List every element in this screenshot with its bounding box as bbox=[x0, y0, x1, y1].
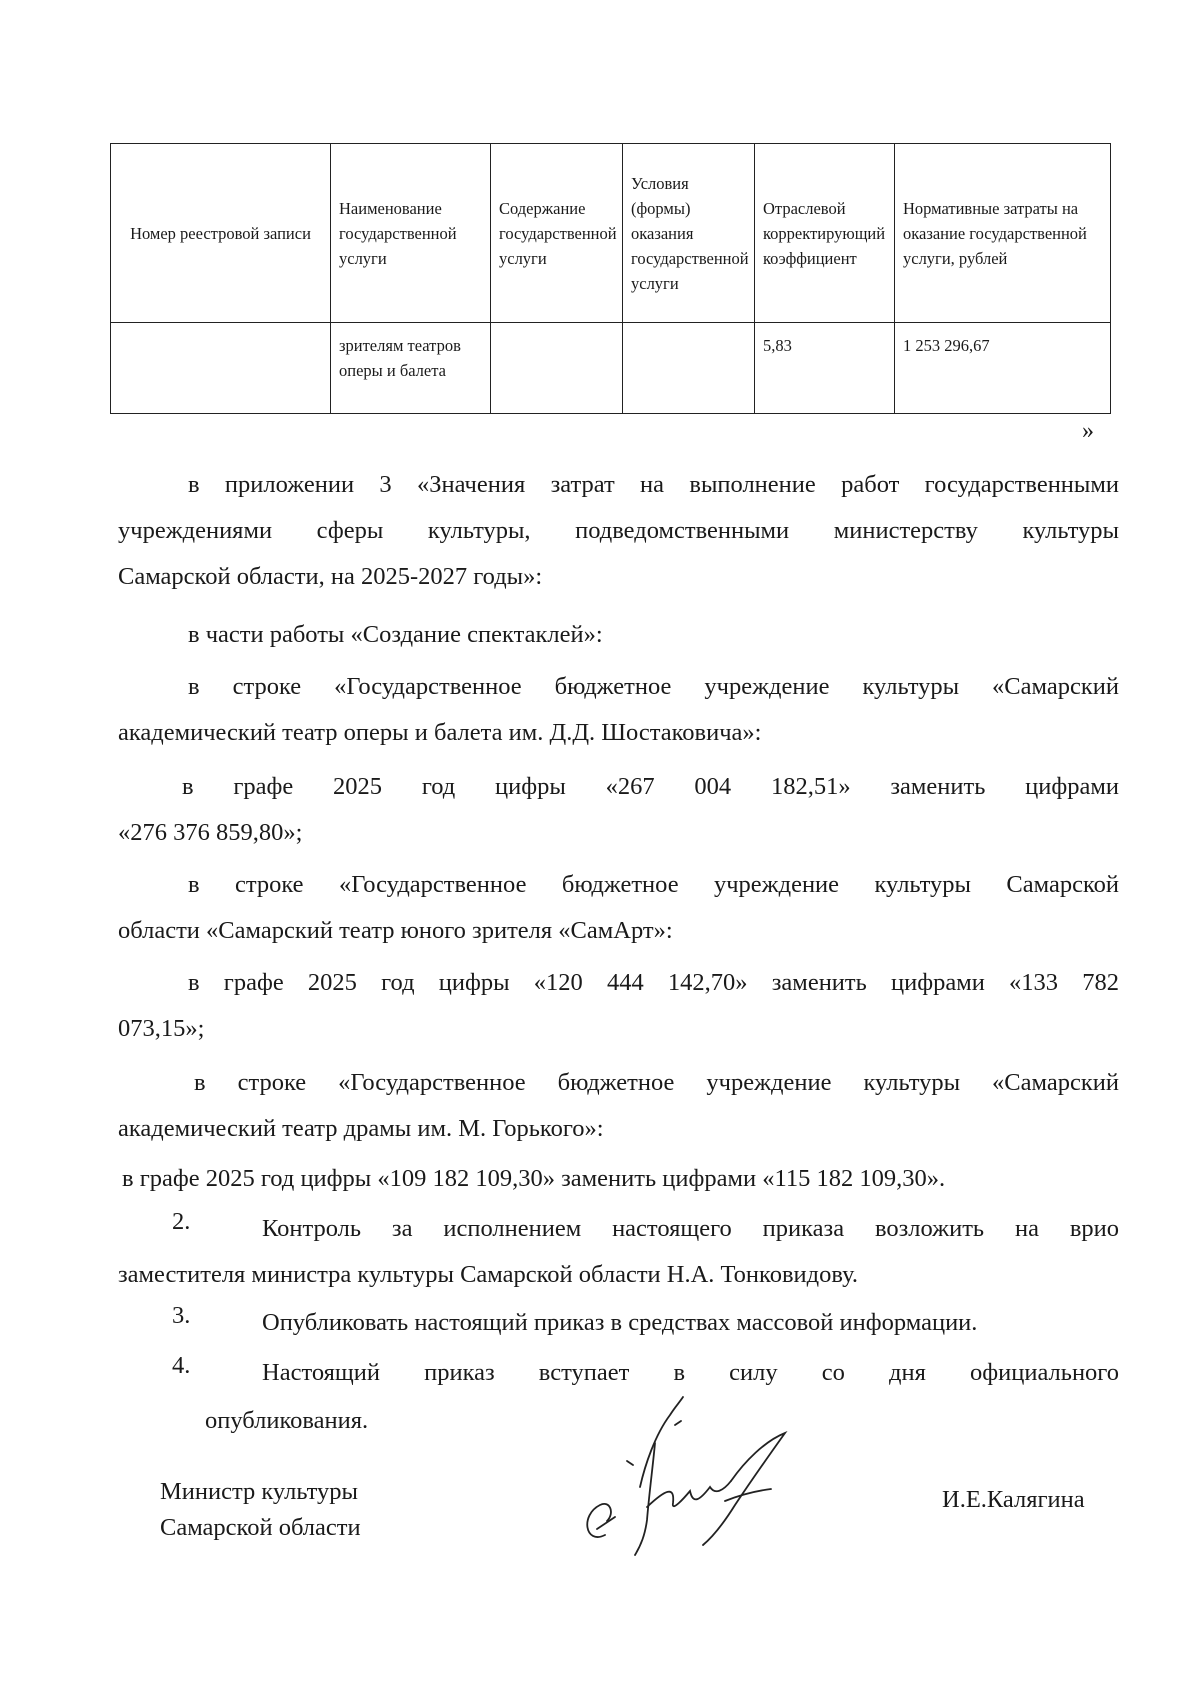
signatory-name: И.Е.Калягина bbox=[942, 1486, 1085, 1513]
paragraph-line: в строке «Государственное бюджетное учреждение культуры «Самарский bbox=[188, 673, 1119, 700]
closing-quote: » bbox=[1082, 418, 1094, 444]
item-number: 3. bbox=[172, 1302, 191, 1329]
cell-normative-cost: 1 253 296,67 bbox=[895, 323, 1111, 414]
paragraph-line: Самарской области, на 2025-2027 годы»: bbox=[118, 563, 543, 590]
header-service-content: Содержание государственной услуги bbox=[491, 144, 623, 323]
table-row bbox=[111, 323, 1111, 414]
handwritten-signature bbox=[575, 1395, 815, 1560]
signature-position bbox=[160, 1474, 361, 1546]
item-number: 2. bbox=[172, 1208, 191, 1235]
paragraph-line: Настоящий приказ вступает в силу со дня официального bbox=[262, 1359, 1119, 1386]
item-number: 4. bbox=[172, 1352, 191, 1379]
cell-service-conditions bbox=[623, 323, 755, 414]
paragraph-line: Опубликовать настоящий приказ в средствах массовой информации. bbox=[262, 1309, 978, 1336]
header-normative-cost: Нормативные затраты на оказание государственной услуги, рублей bbox=[895, 144, 1111, 323]
paragraph-line: Контроль за исполнением настоящего приказа возложить на врио bbox=[262, 1215, 1119, 1242]
table-header-row bbox=[111, 144, 1111, 323]
paragraph-line: академический театр драмы им. М. Горького»: bbox=[118, 1115, 604, 1142]
cost-table bbox=[110, 143, 1111, 414]
paragraph-line: 073,15»; bbox=[118, 1015, 205, 1042]
paragraph-line: в приложении 3 «Значения затрат на выполнение работ государственными bbox=[188, 471, 1119, 498]
paragraph-line: академический театр оперы и балета им. Д.Д. Шостаковича»: bbox=[118, 719, 762, 746]
signature-position-line: Самарской области bbox=[160, 1514, 361, 1541]
paragraph-line: в строке «Государственное бюджетное учреждение культуры Самарской bbox=[188, 871, 1119, 898]
signature-position-line: Министр культуры bbox=[160, 1478, 358, 1505]
paragraph-line: в строке «Государственное бюджетное учреждение культуры «Самарский bbox=[194, 1069, 1119, 1096]
paragraph-line: заместителя министра культуры Самарской области Н.А. Тонковидову. bbox=[118, 1261, 858, 1288]
header-coefficient: Отраслевой корректирующий коэффициент bbox=[755, 144, 895, 323]
paragraph-line: в графе 2025 год цифры «109 182 109,30» заменить цифрами «115 182 109,30». bbox=[122, 1165, 946, 1192]
paragraph-line: опубликования. bbox=[205, 1407, 369, 1434]
paragraph-line: области «Самарский театр юного зрителя «СамАрт»: bbox=[118, 917, 673, 944]
cell-service-content bbox=[491, 323, 623, 414]
cell-coefficient: 5,83 bbox=[755, 323, 895, 414]
paragraph-line: учреждениями сферы культуры, подведомственными министерству культуры bbox=[118, 517, 1119, 544]
paragraph-line: в части работы «Создание спектаклей»: bbox=[188, 621, 603, 648]
paragraph-line: в графе 2025 год цифры «267 004 182,51» заменить цифрами bbox=[182, 773, 1119, 800]
paragraph-line: «276 376 859,80»; bbox=[118, 819, 303, 846]
header-service-name: Наименование государственной услуги bbox=[331, 144, 491, 323]
paragraph-line: в графе 2025 год цифры «120 444 142,70» заменить цифрами «133 782 bbox=[188, 969, 1119, 996]
cell-record-number bbox=[111, 323, 331, 414]
cell-service-name: зрителям театров оперы и балета bbox=[331, 323, 491, 414]
header-record-number: Номер реестровой записи bbox=[111, 144, 331, 323]
header-service-conditions: Условия (формы) оказания государственной услуги bbox=[623, 144, 755, 323]
